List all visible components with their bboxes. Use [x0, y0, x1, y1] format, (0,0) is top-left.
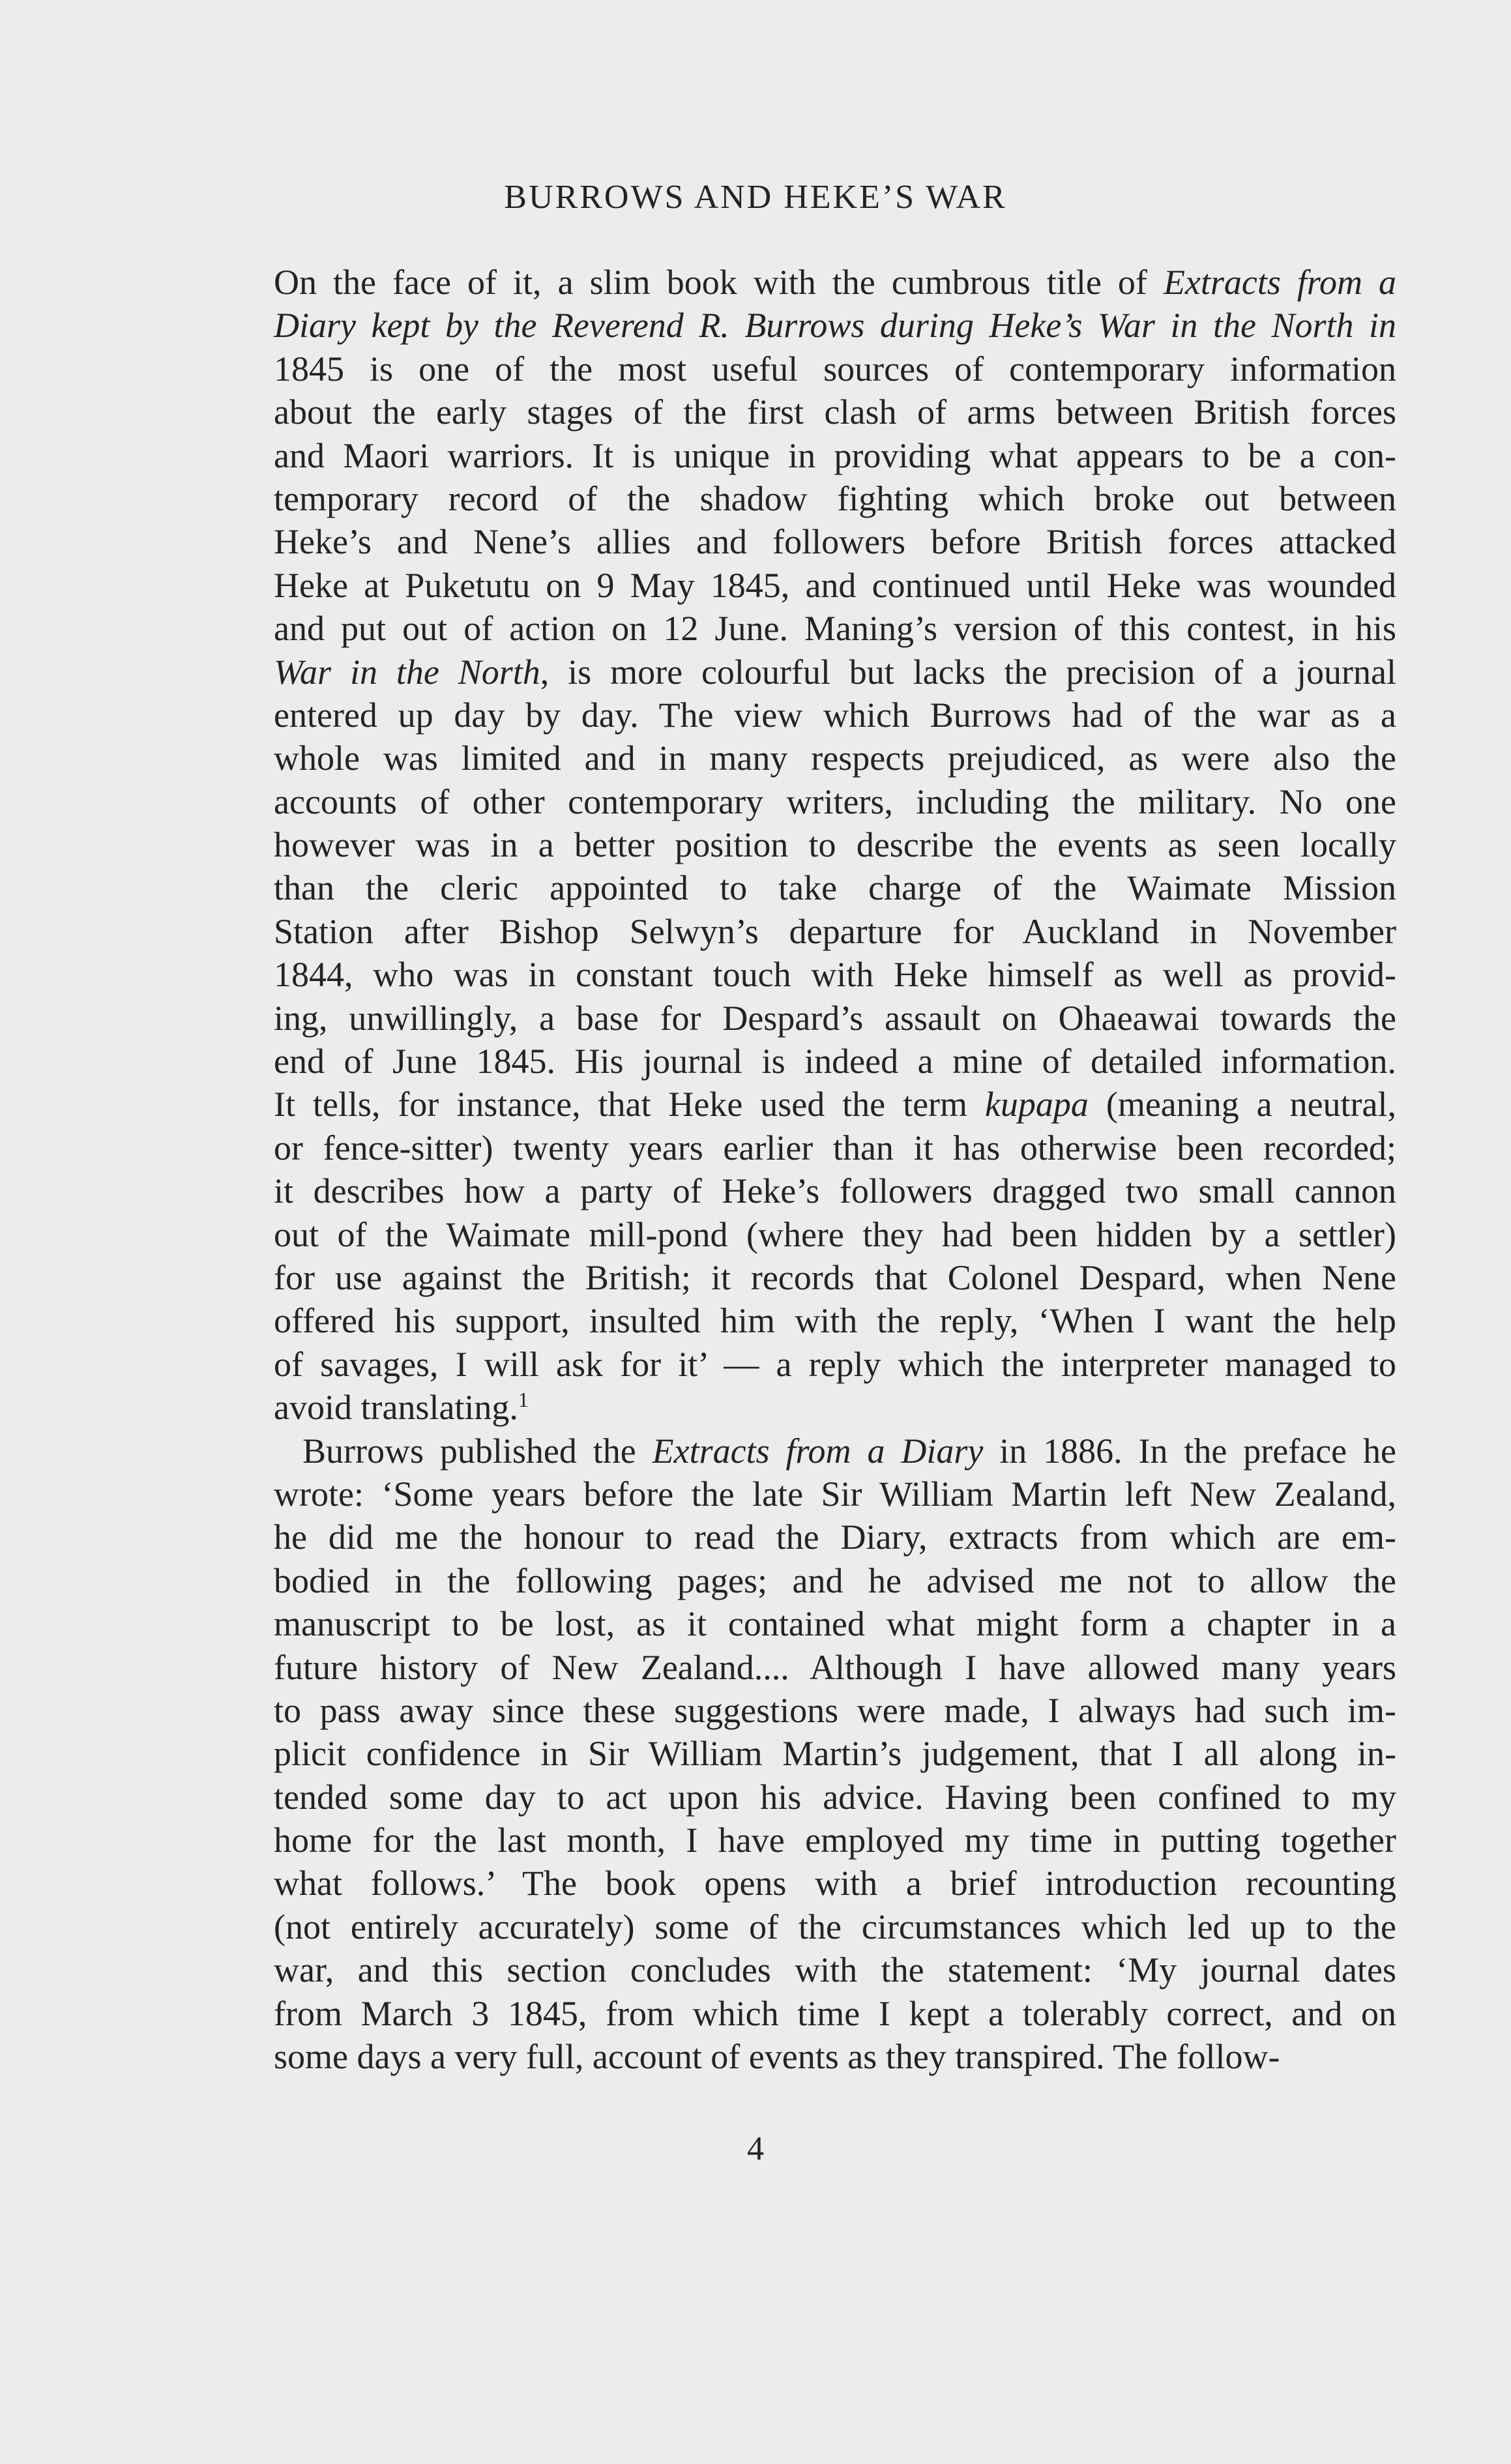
text-segment: 1845 is one of the most useful sources of contemporary information [274, 349, 1396, 389]
text-segment: he did me the honour to read the Diary, extracts from which are em- [274, 1518, 1396, 1557]
text-segment: from March 3 1845, from which time I kept a tolerably correct, and on [274, 1993, 1396, 2033]
text-line [274, 910, 1396, 953]
text-segment: it describes how a party of Heke’s followers dragged two small cannon [274, 1171, 1396, 1211]
text-segment: It tells, for instance, that Heke used the term [274, 1085, 985, 1124]
text-segment: and Maori warriors. It is unique in providing what appears to be a con- [274, 435, 1396, 475]
text-line [274, 304, 1396, 347]
italic-text: kupapa [984, 1085, 1089, 1124]
text-segment: or fence-sitter) twenty years earlier than it has otherwise been recorded; [274, 1128, 1396, 1167]
italic-text: War in the North [274, 652, 540, 692]
text-segment: what follows.’ The book opens with a brief introduction recounting [274, 1864, 1396, 1903]
text-line [274, 1602, 1396, 1645]
text-line [274, 1862, 1396, 1905]
text-segment: offered his support, insulted him with the reply, ‘When I want the help [274, 1301, 1396, 1341]
text-segment: whole was limited and in many respects prejudiced, as were also the [274, 739, 1396, 778]
text-line [274, 1040, 1396, 1083]
text-line [274, 347, 1396, 390]
text-line [274, 261, 1396, 304]
text-segment: out of the Waimate mill-pond (where they had been hidden by a settler) [274, 1214, 1396, 1254]
text-segment: in 1886. In the preface he [983, 1431, 1397, 1471]
footnote-marker: 1 [518, 1388, 529, 1412]
text-segment: 1844, who was in constant touch with Heke himself as well as provid- [274, 955, 1396, 995]
text-segment: (not entirely accurately) some of the circumstances which led up to the [274, 1907, 1396, 1946]
text-line [274, 823, 1396, 866]
text-line [274, 1689, 1396, 1732]
text-segment: avoid translating. [274, 1388, 518, 1428]
text-line [274, 564, 1396, 607]
text-segment: future history of New Zealand.... Although I have allowed many years [274, 1647, 1396, 1687]
text-segment: , is more colourful but lacks the precision of a journal [540, 652, 1396, 692]
text-line [274, 1126, 1396, 1169]
text-line [274, 737, 1396, 780]
text-line [274, 997, 1396, 1040]
text-segment: tended some day to act upon his advice. Having been confined to my [274, 1777, 1396, 1817]
page-number: 4 [747, 2130, 764, 2167]
text-segment: for use against the British; it records that Colonel Despard, when Nene [274, 1257, 1396, 1297]
text-line [274, 1386, 1396, 1429]
text-line [274, 390, 1396, 433]
text-line [274, 651, 1396, 694]
text-segment: home for the last month, I have employed my time in putting together [274, 1821, 1396, 1860]
text-line [274, 1213, 1396, 1256]
text-line [274, 1819, 1396, 1862]
text-segment: On the face of it, a slim book with the cumbrous title of [274, 263, 1164, 302]
text-line [274, 953, 1396, 996]
text-line [274, 1559, 1396, 1602]
text-line [274, 866, 1396, 909]
text-line [274, 1083, 1396, 1126]
text-segment: and put out of action on 12 June. Maning’s version of this contest, in his [274, 609, 1396, 649]
text-line [274, 1732, 1396, 1775]
italic-text: Extracts from a [1163, 263, 1396, 302]
text-line [274, 1343, 1396, 1386]
text-line [274, 477, 1396, 520]
text-segment: about the early stages of the first clash of arms between British forces [274, 392, 1396, 432]
text-line [274, 1299, 1396, 1342]
text-line [274, 1256, 1396, 1299]
text-segment: Heke’s and Nene’s allies and followers before British forces attacked [274, 522, 1396, 562]
text-segment: ing, unwillingly, a base for Despard’s assault on Ohaeawai towards the [274, 998, 1396, 1038]
text-line [274, 1948, 1396, 1991]
text-segment: wrote: ‘Some years before the late Sir William Martin left New Zealand, [274, 1474, 1396, 1514]
text-line [274, 780, 1396, 823]
text-segment: end of June 1845. His journal is indeed a mine of detailed information. [274, 1042, 1396, 1081]
text-line [274, 1169, 1396, 1212]
running-head: BURROWS AND HEKE’S WAR [504, 179, 1007, 216]
text-line [274, 2035, 1396, 2078]
text-line [274, 1992, 1396, 2035]
italic-text: Extracts from a Diary [652, 1431, 984, 1471]
text-line [274, 607, 1396, 650]
text-segment: than the cleric appointed to take charge of the Waimate Mission [274, 868, 1396, 908]
text-segment: of savages, I will ask for it’ — a reply which the interpreter managed to [274, 1344, 1396, 1384]
text-segment: manuscript to be lost, as it contained what might form a chapter in a [274, 1604, 1396, 1644]
text-line [274, 434, 1396, 477]
text-segment: Burrows published the [302, 1431, 653, 1471]
text-segment: some days a very full, account of events as they transpired. The follow- [274, 2037, 1280, 2077]
text-segment: however was in a better position to describe the events as seen locally [274, 825, 1396, 865]
text-line [274, 1646, 1396, 1689]
text-segment: temporary record of the shadow fighting which broke out between [274, 478, 1396, 518]
text-segment: bodied in the following pages; and he advised me not to allow the [274, 1561, 1396, 1600]
text-segment: Heke at Puketutu on 9 May 1845, and continued until Heke was wounded [274, 565, 1396, 605]
text-line [274, 1473, 1396, 1516]
text-line [274, 520, 1396, 563]
text-line [274, 694, 1396, 737]
text-line [274, 1776, 1396, 1819]
body-text [274, 261, 1396, 2078]
text-line [274, 1516, 1396, 1559]
text-line [274, 1905, 1396, 1948]
italic-text: Diary kept by the Reverend R. Burrows during Heke’s War in the North in [274, 306, 1396, 345]
text-segment: to pass away since these suggestions were made, I always had such im- [274, 1690, 1396, 1730]
text-segment: war, and this section concludes with the statement: ‘My journal dates [274, 1950, 1396, 1990]
text-segment: accounts of other contemporary writers, including the military. No one [274, 782, 1396, 821]
text-segment: Station after Bishop Selwyn’s departure for Auckland in November [274, 911, 1396, 951]
text-segment: entered up day by day. The view which Burrows had of the war as a [274, 695, 1396, 735]
text-segment: plicit confidence in Sir William Martin’s judgement, that I all along in- [274, 1734, 1396, 1774]
text-segment: (meaning a neutral, [1088, 1085, 1396, 1124]
text-line [274, 1430, 1396, 1473]
